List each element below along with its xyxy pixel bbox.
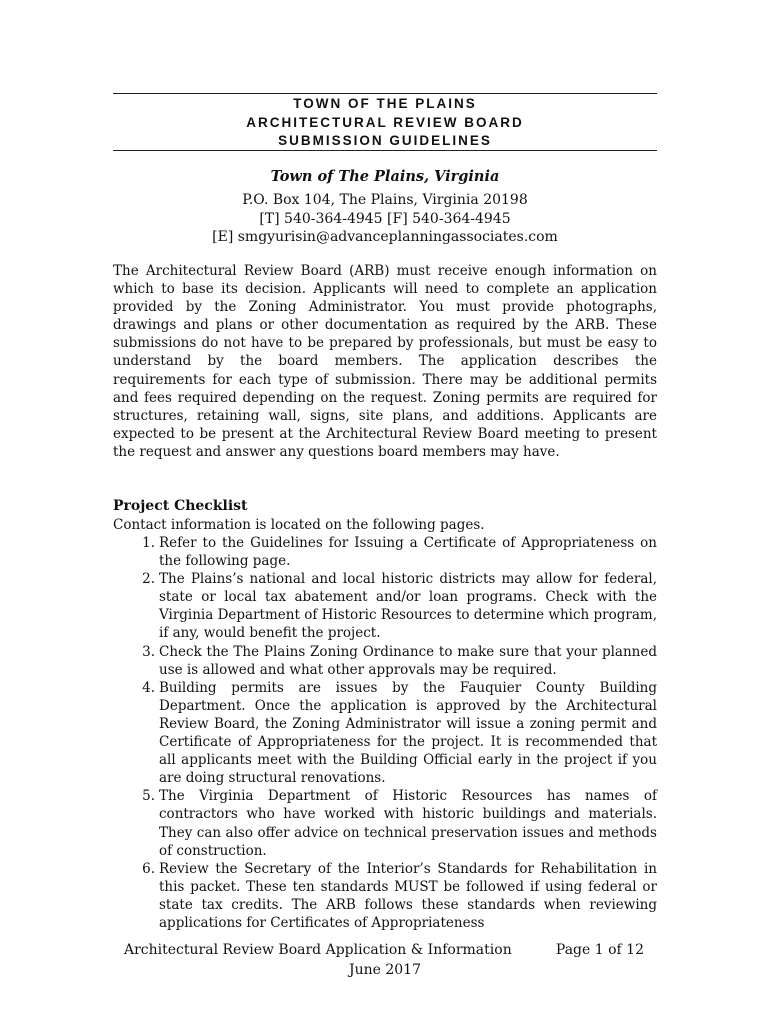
- document-title: [113, 95, 657, 151]
- item-number: 3.: [142, 643, 155, 660]
- phone-fax: [T] 540-364-4945 [F] 540-364-4945: [259, 210, 511, 227]
- checklist-item: [113, 787, 657, 859]
- email-address: [E] smgyurisin@advanceplanningassociates.com: [212, 229, 558, 245]
- page-number: Page 1 of 12: [555, 942, 644, 958]
- header-bottom-rule: [113, 150, 657, 151]
- item-text: Review the Secretary of the Interior’s Standards for Rehabilitation in this packet. These ten standards MUST be followed if using federal or state tax credits. The ARB follows these standards when reviewing applications for Certificates of Appropriateness: [159, 860, 657, 931]
- title-line-guidelines: SUBMISSION GUIDELINES: [278, 133, 492, 148]
- item-number: 4.: [142, 679, 155, 696]
- checklist-item: [113, 570, 657, 642]
- footer-title: Architectural Review Board Application & Information: [124, 942, 512, 958]
- item-number: 2.: [142, 571, 155, 588]
- item-number: 1.: [142, 535, 155, 551]
- checklist-items: [113, 534, 657, 932]
- item-text: Refer to the Guidelines for Issuing a Certificate of Appropriateness on the following page.: [159, 535, 657, 570]
- town-name: Town of The Plains, Virginia: [270, 168, 500, 185]
- footer-date: June 2017: [348, 962, 421, 978]
- project-checklist: [113, 497, 657, 932]
- checklist-item: [113, 679, 657, 788]
- intro-paragraph: The Architectural Review Board (ARB) must receive enough information on which to base its decision. Applicants will need to complete an application provided by the Zoning Administrator. You must provide photographs, drawings and plans or other documentation as required by the ARB. These submissions do not have to be prepared by professionals, but must be easy to understand by the board members. The application describes the requirements for each type of submission. There may be additional permits and fees required depending on the request. Zoning permits are required for structures, retaining wall, signs, site plans, and additions. Applicants are expected to be present at the Architectural Review Board meeting to present the request and answer any questions board members may have.: [113, 263, 657, 460]
- mailing-address: P.O. Box 104, The Plains, Virginia 20198: [242, 192, 528, 208]
- checklist-item: [113, 860, 657, 932]
- title-line-board: ARCHITECTURAL REVIEW BOARD: [246, 114, 524, 130]
- checklist-heading: Project Checklist: [113, 498, 248, 514]
- item-text: The Virginia Department of Historic Resources has names of contractors who have worked with historic buildings and materials. They can also offer advice on technical preservation issues and methods of construction.: [159, 788, 657, 859]
- item-text: Check the The Plains Zoning Ordinance to make sure that your planned use is allowed and what other approvals may be required.: [159, 643, 657, 678]
- item-number: 5.: [142, 788, 155, 805]
- item-text: Building permits are issues by the Fauquier County Building Department. Once the application is approved by the Architectural Review Board, the Zoning Administrator will issue a zoning permit and Certificate of Appropriateness for the project. It is recommended that all applicants meet with the Building Official early in the project if you are doing structural renovations.: [159, 679, 657, 787]
- checklist-item: [113, 534, 657, 570]
- checklist-item: [113, 643, 657, 679]
- title-line-town: TOWN OF THE PLAINS: [293, 96, 477, 111]
- contact-block: [113, 166, 657, 247]
- item-text: The Plains’s national and local historic districts may allow for federal, state or local tax abatement and/or loan programs. Check with the Virginia Department of Historic Resources to determine which program, if any, would benefit the project.: [159, 571, 657, 642]
- page-footer: [113, 940, 657, 980]
- item-number: 6.: [142, 860, 155, 877]
- checklist-intro: Contact information is located on the following pages.: [113, 517, 485, 533]
- header-top-rule: [113, 93, 657, 94]
